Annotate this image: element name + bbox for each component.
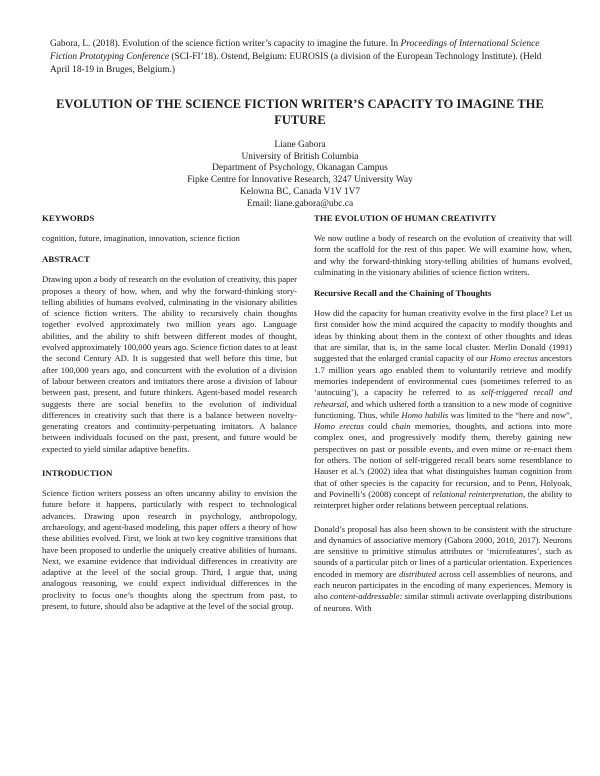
paper-title: EVOLUTION OF THE SCIENCE FICTION WRITER’S CAPACITY TO IMAGINE THE FUTURE: [56, 97, 544, 127]
left-column: [42, 212, 297, 612]
right-column: [314, 212, 572, 614]
evolution-text: We now outline a body of research on the evolution of creativity that will form the scaffold for the rest of this paper. We will examine how, when, and why the forward-thinking story-telling abilities of humans evolved, culminating in the visionary abilities of science fiction writers.: [314, 233, 572, 277]
author-block: [100, 140, 500, 210]
citation: [50, 38, 560, 77]
keywords-text: cognition, future, imagination, innovation, science fiction: [42, 233, 240, 243]
author-city: Kelowna BC, Canada V1V 1V7: [239, 186, 361, 197]
recursive-paragraph-2: Donald’s proposal has also been shown to be consistent with the structure and dynamics of associative memory (Gabora 2000, 2010, 2017). Neurons are sensitive to primitive stimulus attributes or ‘microfeatures’, such as sounds of a particular pitch or lines of a particular orientation. Experiences encoded in memory are distributed across cell assemblies of neurons, and each neuron participates in the encoding of many experiences. Memory is also content-addressable: similar stimuli activate overlapping distributions of neurons. With: [314, 523, 572, 613]
author-email: Email: liane.gabora@ubc.ca: [246, 198, 354, 209]
recursive-heading: Recursive Recall and the Chaining of Thoughts: [314, 288, 492, 299]
author-name: Liane Gabora: [274, 140, 326, 150]
abstract-heading: ABSTRACT: [42, 254, 90, 265]
evolution-heading: THE EVOLUTION OF HUMAN CREATIVITY: [314, 213, 497, 223]
citation-text: Gabora, L. (2018). Evolution of the science fiction writer’s capacity to imagine the future. In: [50, 39, 401, 49]
keywords-heading: KEYWORDS: [42, 213, 95, 223]
recursive-paragraph-1: How did the capacity for human creativity evolve in the first place? Let us first consider how the mind acquired the capacity to modify thoughts and ideas by thinking about them in the context of other thoughts and ideas that are similar, that is, in the same local cluster. Merlin Donald (1991) suggested that the enlarged cranial capacity of our Homo erectus ancestors 1.7 million years ago enabled them to voluntarily retrieve and modify memories independent of environmental cues (sometimes referred to as ‘autocuing’), a capacity he referred to as self-triggered recall and rehearsal, and which ushered forth a transition to a new mode of cognitive functioning. Thus, while Homo habilis was limited to the “here and now”, Homo erectus could chain memories, thoughts, and actions into more complex ones, and progressively modify them, thereby gaining new perspectives on past or possible events, and even mime or re-enact them for others. The notion of self-triggered recall bears some resemblance to Hauser et al.’s (2002) idea that what distinguishes human cognition from that of other species is the capacity for recursion, and to Penn, Holyoak, and Povinelli’s (2008) concept of relational reinterpretation, the ability to reinterpret higher order relations between perceptual relations.: [314, 308, 572, 511]
abstract-text: Drawing upon a body of research on the evolution of creativity, this paper proposes a theory of how, when, and why the forward-thinking story-telling abilities of humans evolved, culminating in the visionary abilities of science fiction writers. The ability to recursively chain thoughts together evolved approximately two million years ago. Language abilities, and the ability to shift between different modes of thought, evolved approximately 100,000 years ago. Science fiction dates to at least the second Century AD. It is suggested that well before this time, but after 100,000 years ago, and concurrent with the evolution of a division of labour between creators and imitators there arose a division of labour between past, present, and future thinkers. Agent-based model research suggests there are social benefits to the evolution of individual differences in creativity such that there is a balance between novelty-generating creators and continuity-perpetuating imitators. A balance between individuals focused on the past, present, and future would be expected to yield similar adaptive benefits.: [42, 274, 297, 454]
introduction-heading: INTRODUCTION: [42, 468, 113, 479]
author-university: University of British Columbia: [241, 151, 359, 162]
citation-text-end: (SCI-FI’18). Ostend, Belgium: EUROSIS (a division of the European Technology Institute). (Held April 18-19 in Bruges, Belgium.): [50, 52, 542, 75]
introduction-text: Science fiction writers possess an often uncanny ability to envision the future before it happens, particularly with respect to technological advances. Drawing upon research in psychology, anthropology, archaeology, and agent-based modeling, this paper offers a theory of how these abilities evolved. First, we look at two key cognitive transitions that have been proposed to underlie the uniquely creative abilities of humans. Next, we examine evidence that individual differences in creativity are adaptive at the level of the social group. Third, I argue that, using analogous reasoning, we could expect individual differences in the proclivity to focus one’s thoughts along the spectrum from past, to present, to future, should also be adaptive at the level of the social group.: [42, 488, 297, 612]
author-address: Fipke Centre for Innovative Research, 3247 University Way: [187, 175, 413, 186]
author-department: Department of Psychology, Okanagan Campus: [212, 163, 388, 174]
citation-proceedings: Proceedings of International Science Fiction Prototyping Conference: [50, 39, 540, 62]
